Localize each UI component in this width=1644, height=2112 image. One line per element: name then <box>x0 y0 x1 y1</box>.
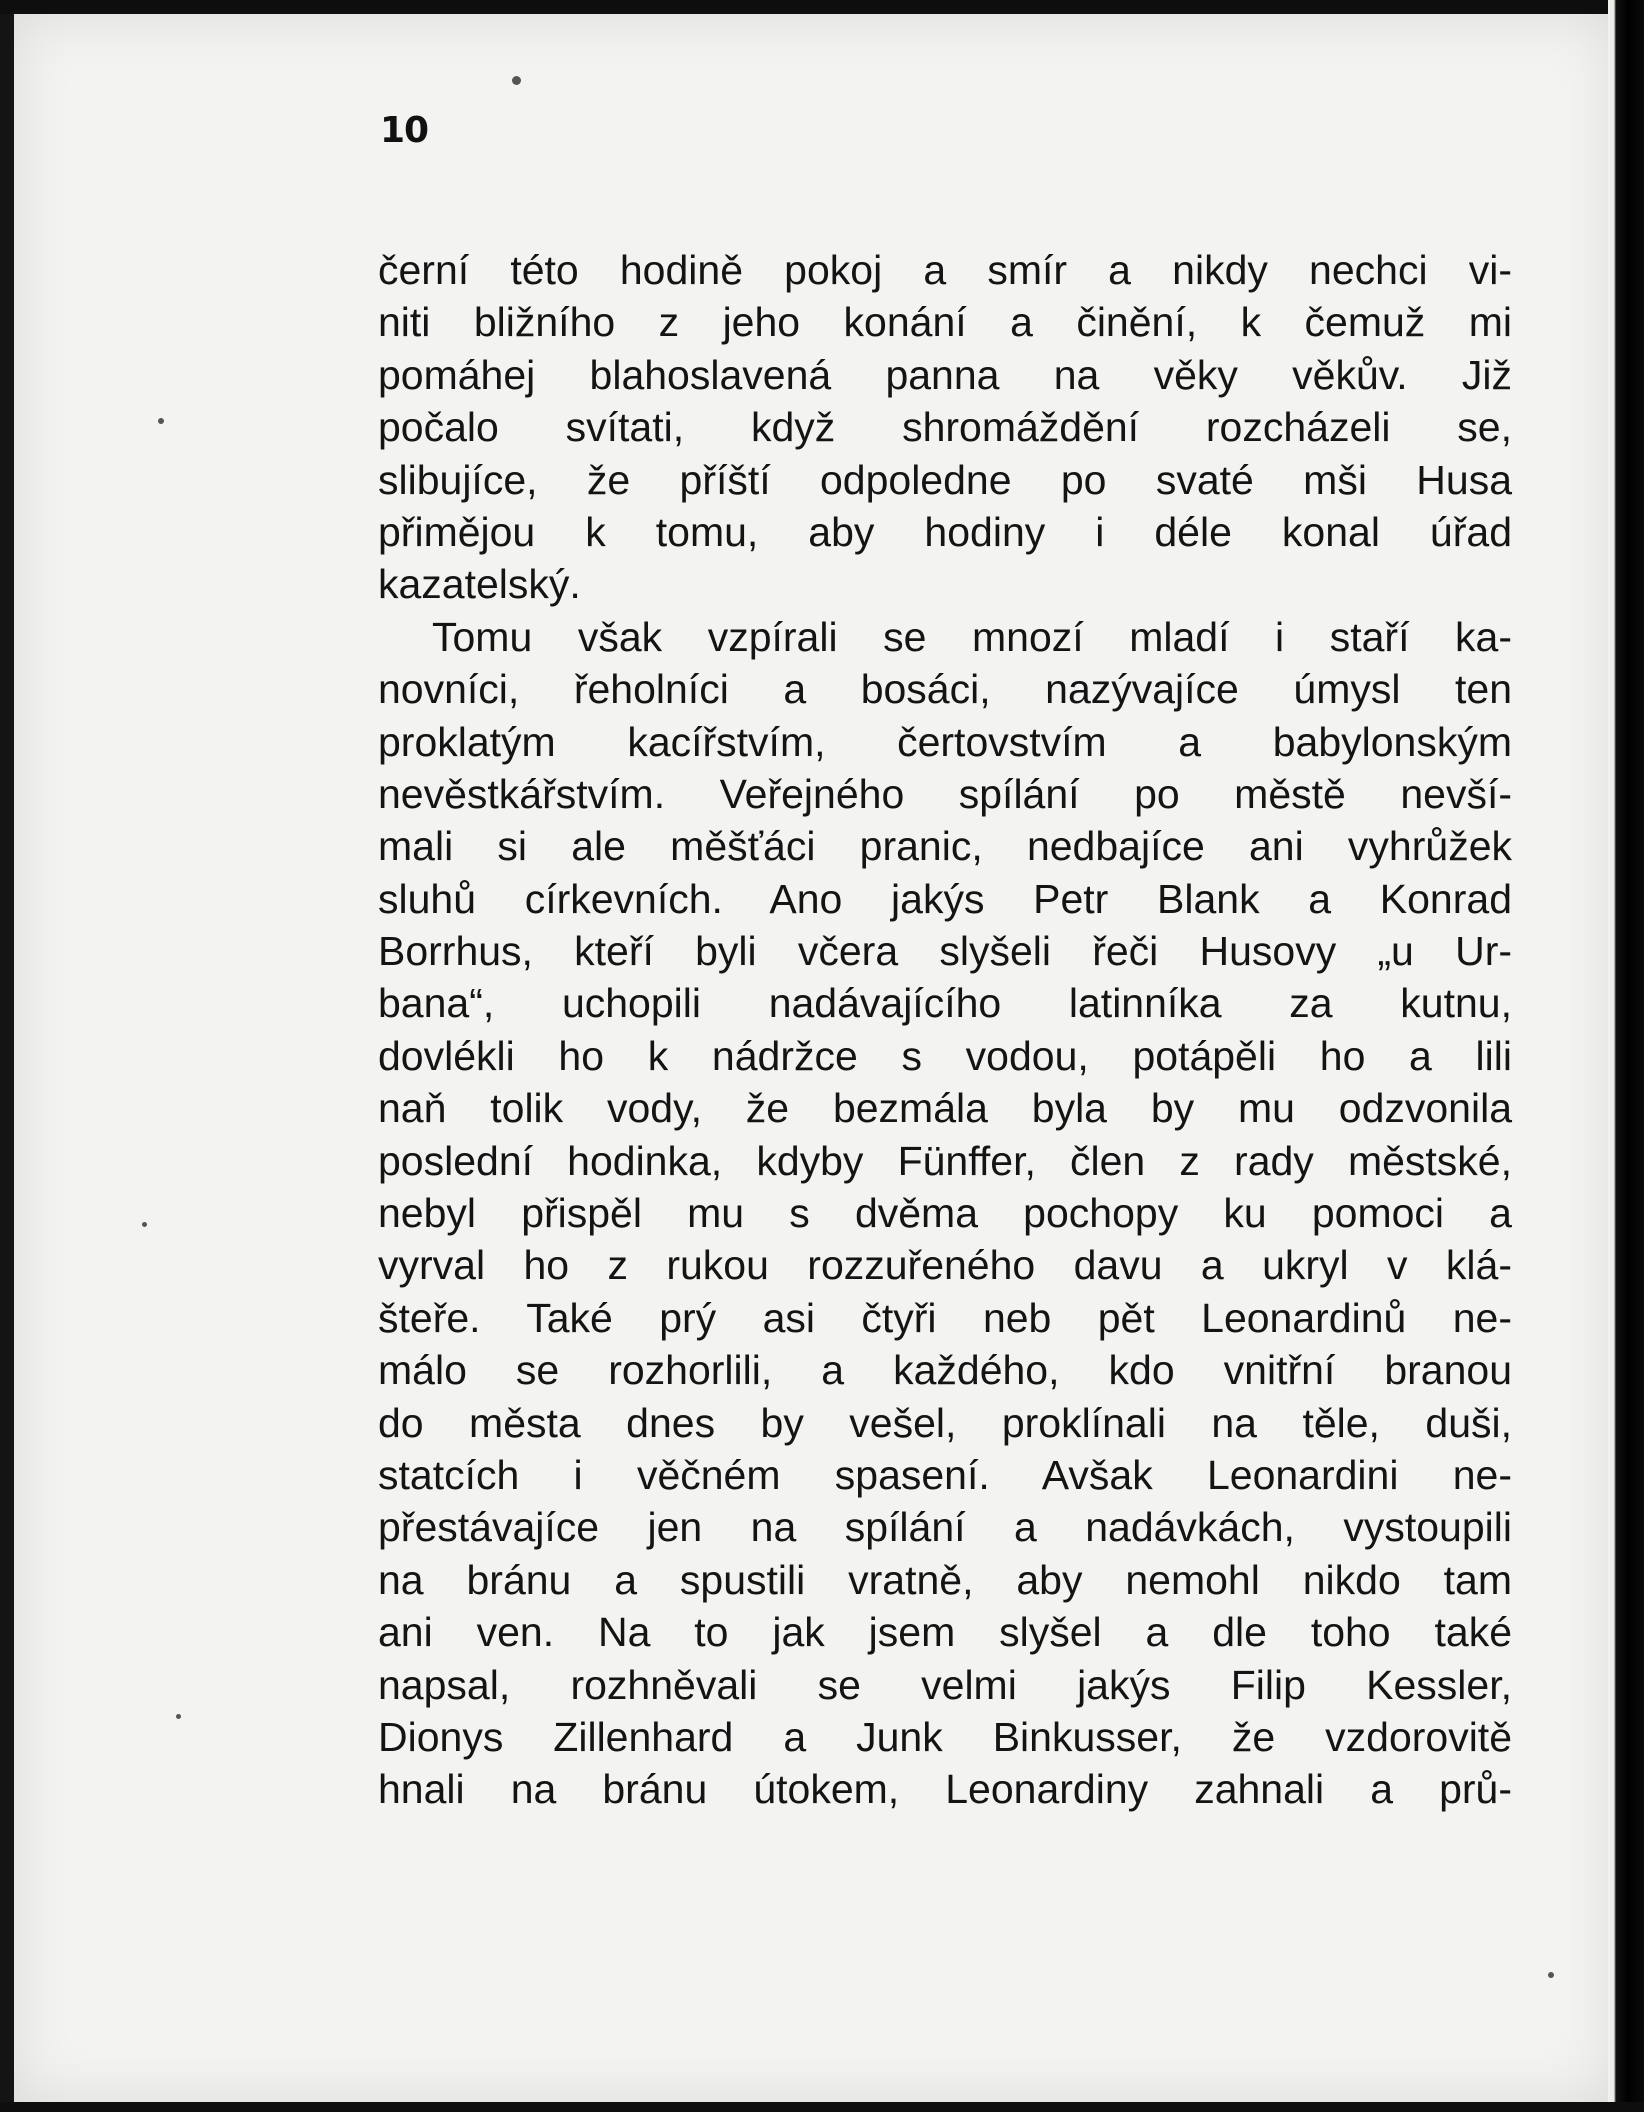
text-line: do města dnes by vešel, proklínali na těle, duši, <box>378 1399 1512 1446</box>
text-line: Dionys Zillenhard a Junk Binkusser, že vzdorovitě <box>378 1713 1512 1760</box>
text-line: Borrhus, kteří byli včera slyšeli řeči Husovy „u Ur- <box>378 928 1512 975</box>
scan-bottom-edge <box>0 2102 1644 2112</box>
dust-speck <box>1548 1972 1554 1978</box>
text-line: pomáhej blahoslavená panna na věky věkův. Již <box>378 351 1512 398</box>
body-text <box>378 244 1512 1816</box>
text-line: málo se rozhorlili, a každého, kdo vnitřní branou <box>378 1347 1512 1394</box>
dust-speck <box>176 1714 181 1719</box>
text-line: na bránu a spustili vratně, aby nemohl nikdo tam <box>378 1556 1512 1603</box>
text-line: sluhů církevních. Ano jakýs Petr Blank a Konrad <box>378 875 1512 922</box>
text-line: ani ven. Na to jak jsem slyšel a dle toho také <box>378 1609 1512 1656</box>
text-line: statcích i věčném spasení. Avšak Leonardini ne- <box>378 1451 1512 1498</box>
text-line: kazatelský. <box>378 561 581 608</box>
text-line: dovlékli ho k nádržce s vodou, potápěli ho a lili <box>378 1032 1512 1079</box>
scan-left-edge <box>0 0 14 2112</box>
text-line: slibujíce, že příští odpoledne po svaté mši Husa <box>378 456 1512 503</box>
text-line: hnali na bránu útokem, Leonardiny zahnali a prů- <box>378 1766 1512 1813</box>
text-line: proklatým kacířstvím, čertovstvím a babylonským <box>378 718 1512 765</box>
text-line: napsal, rozhněvali se velmi jakýs Filip Kessler, <box>378 1661 1512 1708</box>
dust-speck <box>158 418 164 424</box>
text-line: černí této hodině pokoj a smír a nikdy nechci vi- <box>378 247 1512 293</box>
dust-speck <box>142 1222 147 1227</box>
scan-top-edge <box>0 0 1644 14</box>
text-line: šteře. Také prý asi čtyři neb pět Leonardinů ne- <box>378 1294 1512 1341</box>
text-line: vyrval ho z rukou rozzuřeného davu a ukryl v klá- <box>378 1242 1512 1289</box>
text-line: nevěstkářstvím. Veřejného spílání po městě nevší- <box>378 770 1512 817</box>
text-line: počalo svítati, když shromáždění rozcházeli se, <box>378 404 1512 451</box>
text-line: poslední hodinka, kdyby Fünffer, člen z rady městské, <box>378 1137 1512 1184</box>
book-spine <box>1608 0 1644 2112</box>
text-line: mali si ale měšťáci pranic, nedbajíce ani vyhrůžek <box>378 823 1512 870</box>
text-line: bana“, uchopili nadávajícího latinníka za kutnu, <box>378 980 1512 1027</box>
text-line: přestávajíce jen na spílání a nadávkách, vystoupili <box>378 1504 1512 1551</box>
text-line: nebyl přispěl mu s dvěma pochopy ku pomoci a <box>378 1190 1512 1237</box>
dust-speck <box>512 76 521 85</box>
text-line: niti bližního z jeho konání a činění, k čemuž mi <box>378 299 1512 346</box>
text-line: přimějou k tomu, aby hodiny i déle konal úřad <box>378 508 1512 555</box>
page-number: 10 <box>380 110 429 151</box>
text-line: naň tolik vody, že bezmála byla by mu odzvonila <box>378 1085 1512 1132</box>
text-line: novníci, řeholníci a bosáci, nazývajíce úmysl ten <box>378 666 1512 713</box>
text-line: Tomu však vzpírali se mnozí mladí i staří ka- <box>432 613 1512 660</box>
